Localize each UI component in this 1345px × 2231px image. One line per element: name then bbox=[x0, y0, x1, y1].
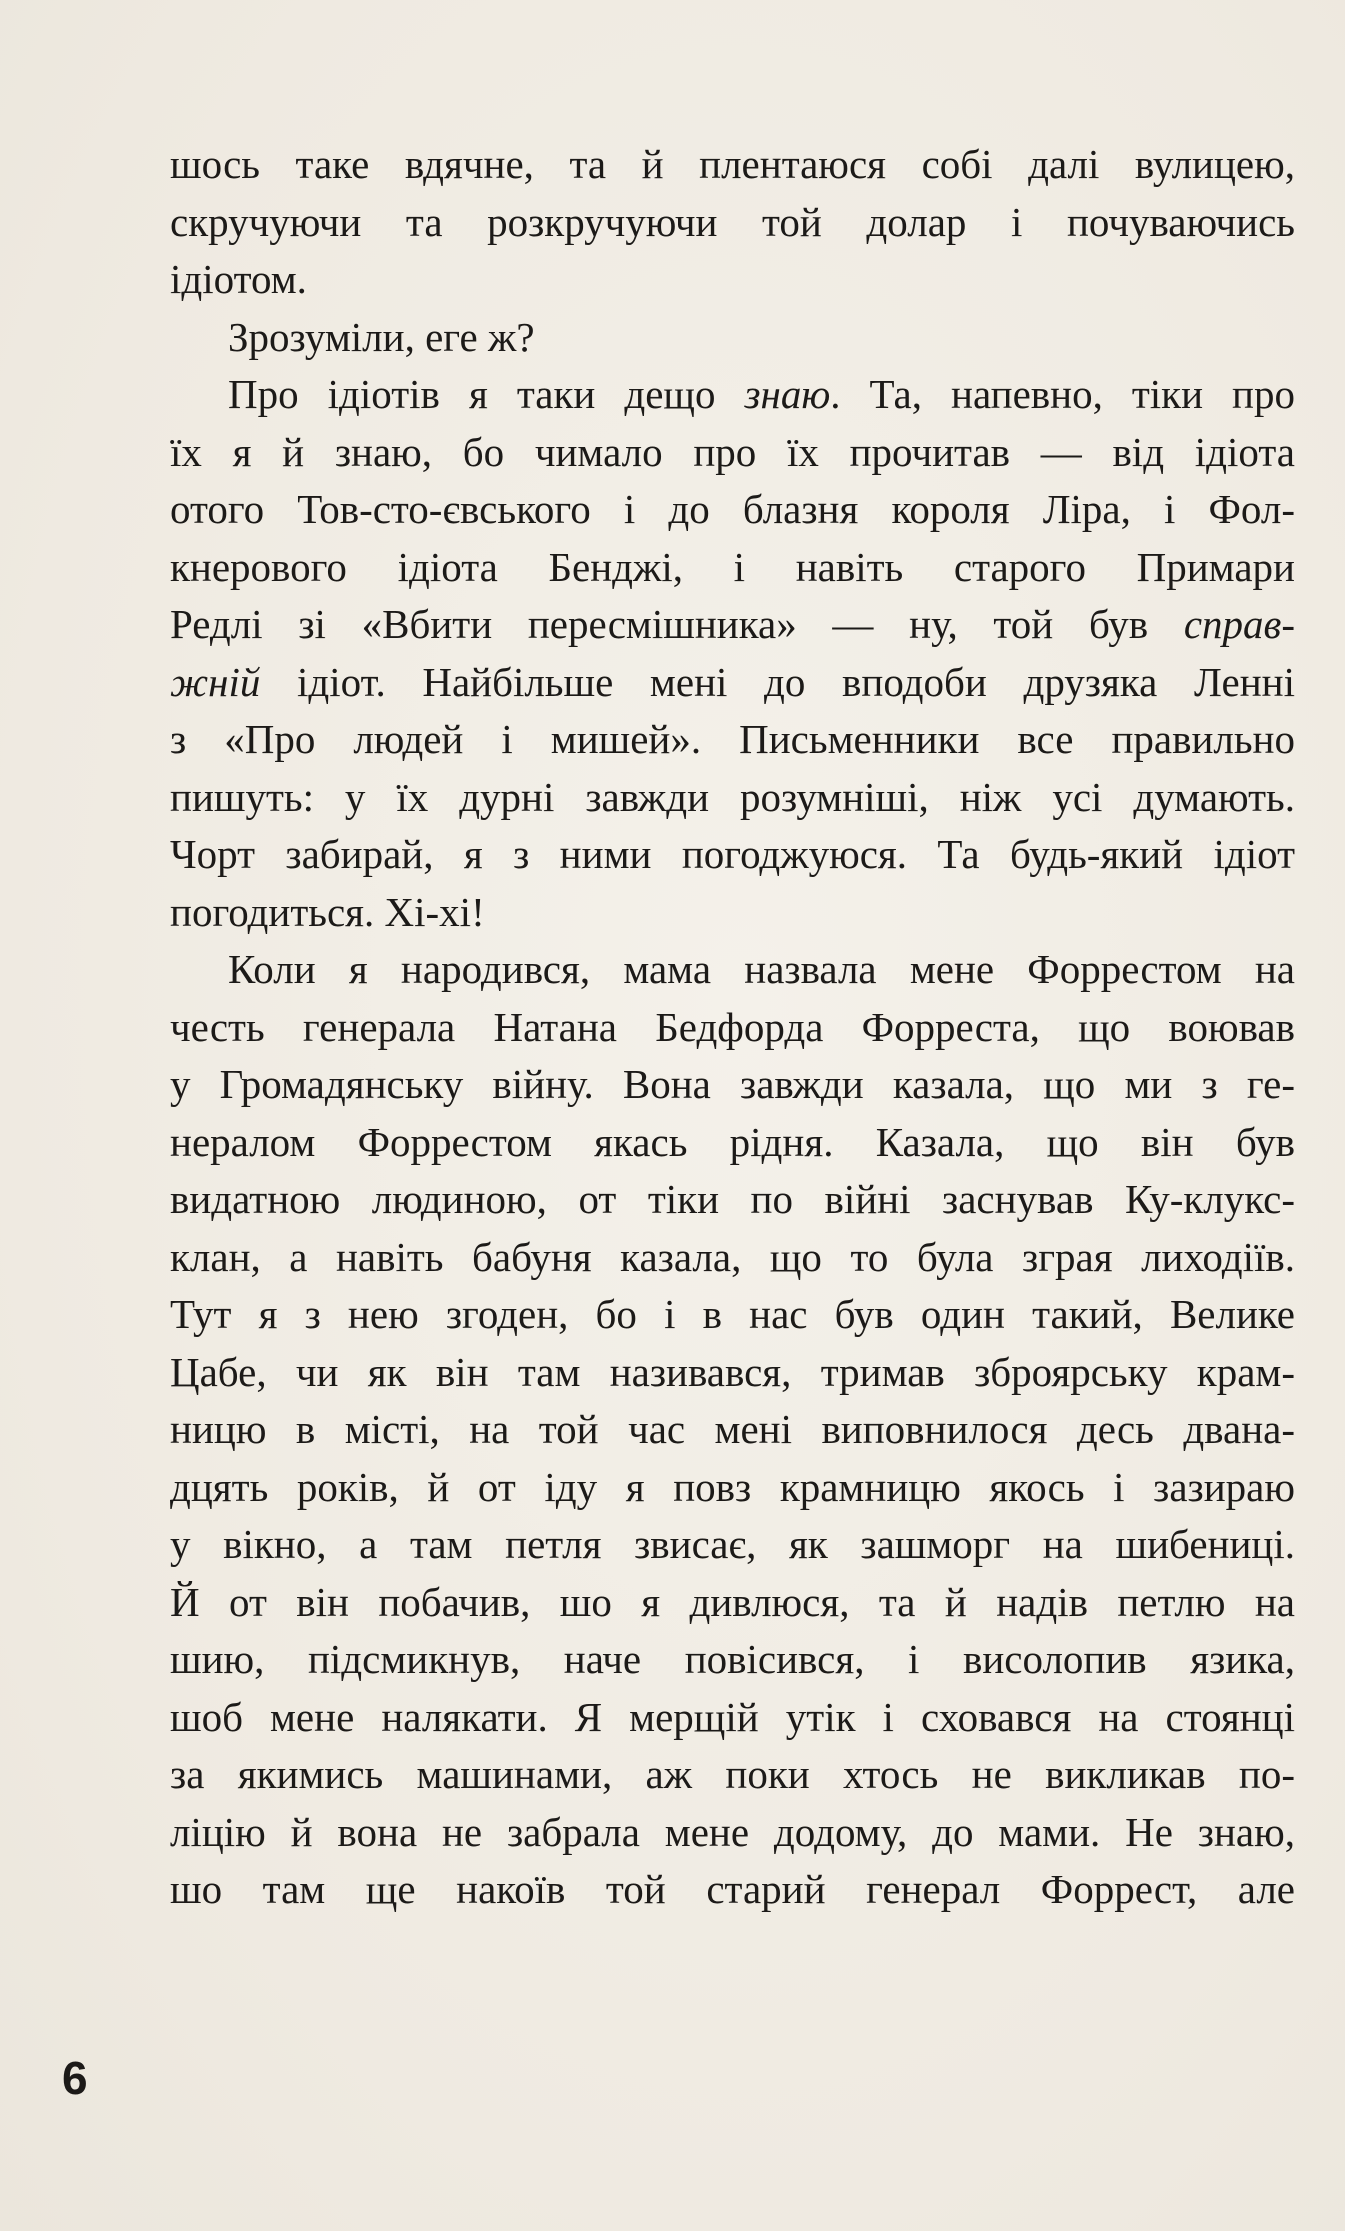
text-span: ідіот. Найбільше мені до вподоби друзяка Ленні bbox=[260, 659, 1295, 705]
text-span: Чорт забирай, я з ними погоджуюся. Та будь-який ідіот bbox=[170, 831, 1295, 877]
text-line bbox=[170, 1573, 1295, 1631]
text-span: честь генерала Натана Бедфорда Форреста, що воював bbox=[170, 1004, 1295, 1050]
text-line bbox=[170, 1113, 1295, 1171]
text-span: у Громадянську війну. Вона завжди казала, що ми з ге- bbox=[170, 1061, 1295, 1107]
text-span: Тут я з нею згоден, бо і в нас був один такий, Велике bbox=[170, 1291, 1295, 1337]
text-line bbox=[170, 1055, 1295, 1113]
italic-text: жній bbox=[170, 659, 261, 705]
text-span: їх я й знаю, бо чимало про їх прочитав — від ідіота bbox=[170, 429, 1295, 475]
text-span: ліцію й вона не забрала мене додому, до мами. Не знаю, bbox=[170, 1809, 1295, 1855]
text-span: скручуючи та розкручуючи той долар і почуваючись bbox=[170, 199, 1295, 245]
text-line bbox=[170, 1170, 1295, 1228]
text-span: у вікно, а там петля звисає, як зашморг на шибениці. bbox=[170, 1521, 1295, 1567]
italic-text: знаю bbox=[744, 371, 831, 417]
text-span: кнерового ідіота Бенджі, і навіть старого Примари bbox=[170, 544, 1295, 590]
text-span: погодиться. Хі-хі! bbox=[170, 889, 485, 935]
text-line bbox=[170, 1343, 1295, 1401]
text-span: за якимись машинами, аж поки хтось не викликав по- bbox=[170, 1751, 1295, 1797]
text-line bbox=[170, 480, 1295, 538]
text-span: . Та, напевно, тіки про bbox=[830, 371, 1295, 417]
text-line bbox=[170, 308, 1295, 366]
text-span: дцять років, й от іду я повз крамницю якось і зазираю bbox=[170, 1464, 1295, 1510]
text-line bbox=[170, 998, 1295, 1056]
text-line bbox=[170, 1688, 1295, 1746]
text-line bbox=[170, 883, 1295, 941]
text-span: клан, а навіть бабуня казала, що то була зграя лиходіїв. bbox=[170, 1234, 1295, 1280]
text-line bbox=[170, 710, 1295, 768]
text-line bbox=[170, 768, 1295, 826]
text-line bbox=[170, 1515, 1295, 1573]
text-line bbox=[170, 1400, 1295, 1458]
page-number: 6 bbox=[62, 2052, 88, 2104]
text-span: видатною людиною, от тіки по війні заснував Ку-клукс- bbox=[170, 1176, 1295, 1222]
text-span: пишуть: у їх дурні завжди розумніші, ніж усі думають. bbox=[170, 774, 1295, 820]
text-line bbox=[170, 193, 1295, 251]
text-span: ницю в місті, на той час мені виповнилося десь дванa- bbox=[170, 1406, 1295, 1452]
text-line bbox=[170, 1630, 1295, 1688]
text-line bbox=[170, 1860, 1295, 1918]
text-span: Й от він побачив, шо я дивлюся, та й надів петлю на bbox=[170, 1579, 1295, 1625]
text-line bbox=[170, 595, 1295, 653]
text-span: шо там ще накоїв той старий генерал Форрест, але bbox=[170, 1866, 1295, 1912]
text-line bbox=[170, 1745, 1295, 1803]
text-span: шось таке вдячне, та й плентаюся собі далі вулицею, bbox=[170, 141, 1295, 187]
text-line bbox=[170, 250, 1295, 308]
text-line bbox=[170, 653, 1295, 711]
text-span: Про ідіотів я таки дещо bbox=[228, 371, 745, 417]
italic-text: справ- bbox=[1183, 601, 1295, 647]
text-span: шоб мене налякати. Я мерщій утік і сховався на стоянці bbox=[170, 1694, 1295, 1740]
text-span: Редлі зі «Вбити пересмішника» — ну, той був bbox=[170, 601, 1184, 647]
text-span: Зрозуміли, еге ж? bbox=[228, 314, 535, 360]
text-span: шию, підсмикнув, наче повісився, і висолопив язика, bbox=[170, 1636, 1295, 1682]
text-line bbox=[170, 135, 1295, 193]
text-line bbox=[170, 1228, 1295, 1286]
text-line bbox=[170, 1458, 1295, 1516]
text-line bbox=[170, 365, 1295, 423]
text-span: з «Про людей і мишей». Письменники все правильно bbox=[170, 716, 1295, 762]
text-span: Цабе, чи як він там називався, тримав зброярську крам- bbox=[170, 1349, 1295, 1395]
text-span: Коли я народився, мама назвала мене Форрестом на bbox=[228, 946, 1295, 992]
text-line bbox=[170, 940, 1295, 998]
text-line bbox=[170, 538, 1295, 596]
text-span: ідіотом. bbox=[170, 256, 307, 302]
text-span: отого Тов-сто-євського і до блазня короля Ліра, і Фол- bbox=[170, 486, 1295, 532]
text-line bbox=[170, 423, 1295, 481]
text-span: нералом Форрестом якась рідня. Казала, що він був bbox=[170, 1119, 1295, 1165]
text-line bbox=[170, 1285, 1295, 1343]
text-line bbox=[170, 1803, 1295, 1861]
text-line bbox=[170, 825, 1295, 883]
